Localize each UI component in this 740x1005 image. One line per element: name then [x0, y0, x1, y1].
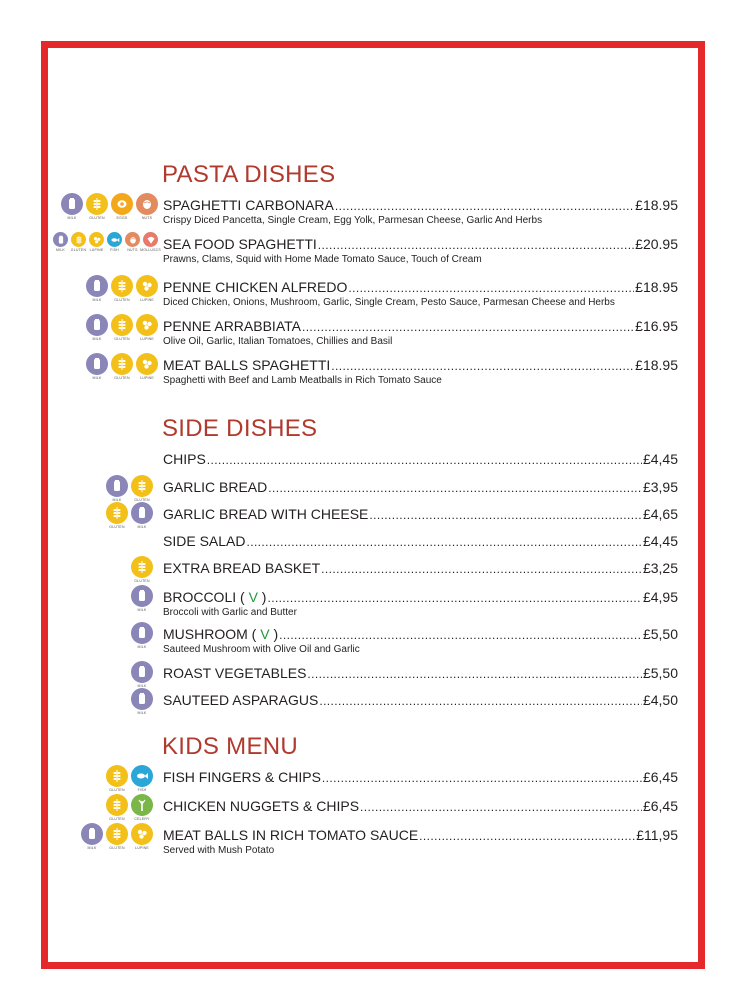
allergen-label: GLUTEN: [114, 337, 130, 341]
gluten-icon: [71, 232, 86, 247]
allergen-label: GLUTEN: [134, 498, 150, 502]
menu-item-row: [163, 506, 678, 524]
menu-item-name: [163, 506, 368, 523]
menu-item-name: [163, 560, 320, 577]
menu-item-name: [163, 769, 321, 786]
menu-item-name: [163, 451, 206, 468]
allergen-label: LUPINE: [140, 376, 154, 380]
allergen-label: LUPINE: [135, 846, 149, 850]
allergen-icons: [106, 502, 153, 529]
menu-item-name: [163, 589, 266, 606]
celery-icon: [131, 794, 153, 816]
allergen-icons: [131, 622, 153, 649]
allergen-icons: [106, 475, 153, 502]
dot-leader: [279, 627, 642, 644]
section-title-pasta: PASTA DISHES: [162, 161, 336, 188]
menu-item-row: [163, 692, 678, 710]
menu-item-row: [163, 798, 678, 816]
menu-item-price: £6,45: [642, 798, 678, 814]
menu-item: [0, 827, 740, 867]
dot-leader: [419, 828, 635, 845]
nuts-icon: [136, 193, 158, 215]
menu-item: [0, 197, 740, 237]
menu-item-name: [163, 626, 278, 643]
milk-allergen: [53, 232, 68, 252]
lupine-allergen: [131, 823, 153, 850]
milk-icon: [61, 193, 83, 215]
milk-icon: [131, 622, 153, 644]
gluten-icon: [131, 475, 153, 497]
allergen-label: GLUTEN: [114, 298, 130, 302]
milk-icon: [86, 314, 108, 336]
menu-item-name-text: CHIPS: [163, 451, 206, 467]
milk-allergen: [86, 353, 108, 380]
gluten-allergen: [106, 794, 128, 821]
menu-item: [0, 692, 740, 732]
menu-item-row: [163, 236, 678, 254]
menu-item-name: [163, 533, 245, 550]
allergen-label: MILK: [137, 711, 147, 715]
menu-item-price: £18.95: [635, 197, 678, 213]
menu-item-name-text: PENNE ARRABBIATA: [163, 318, 301, 334]
celery-allergen: [131, 794, 153, 821]
gluten-allergen: [106, 765, 128, 792]
milk-allergen: [131, 688, 153, 715]
allergen-label: MILK: [92, 298, 102, 302]
dot-leader: [318, 237, 634, 254]
gluten-icon: [111, 314, 133, 336]
menu-item-price: £4,95: [642, 589, 678, 605]
menu-item-row: [163, 357, 678, 375]
allergen-label: MOLLUSCS: [140, 248, 161, 252]
menu-item-price: £18.95: [635, 279, 678, 295]
lupine-icon: [136, 314, 158, 336]
allergen-label: MILK: [137, 525, 147, 529]
menu-item-price: £18.95: [635, 357, 678, 373]
menu-item-row: [163, 665, 678, 683]
allergen-label: MILK: [137, 645, 147, 649]
menu-item-name-text: BROCCOLI (: [163, 589, 249, 605]
lupine-icon: [89, 232, 104, 247]
menu-item-row: [163, 533, 678, 551]
section-title-kids: KIDS MENU: [162, 733, 299, 760]
gluten-allergen: [86, 193, 108, 220]
menu-item-name-text: SPAGHETTI CARBONARA: [163, 197, 334, 213]
menu-item-price: £5,50: [642, 626, 678, 642]
menu-item-name-text: MEAT BALLS IN RICH TOMATO SAUCE: [163, 827, 419, 843]
menu-item-row: [163, 318, 678, 336]
allergen-label: GLUTEN: [109, 788, 125, 792]
allergen-label: MILK: [112, 498, 122, 502]
gluten-icon: [111, 353, 133, 375]
gluten-icon: [106, 765, 128, 787]
menu-item-name-text: CHICKEN NUGGETS & CHIPS: [163, 798, 360, 814]
lupine-allergen: [136, 275, 158, 302]
milk-icon: [131, 688, 153, 710]
allergen-icons: [81, 823, 153, 850]
menu-item-row: [163, 769, 678, 787]
allergen-label: NUTS: [141, 216, 153, 220]
menu-item-name-text: SEA FOOD SPAGHETTI: [163, 236, 317, 252]
allergen-label: FISH: [110, 248, 119, 252]
menu-item-row: [163, 279, 678, 297]
menu-item-name-end: ): [269, 626, 279, 642]
molluscs-allergen: [140, 232, 161, 252]
allergen-icons: [106, 794, 153, 821]
fish-allergen: [107, 232, 122, 252]
eggs-icon: [111, 193, 133, 215]
menu-item-name-text: MEAT BALLS SPAGHETTI: [163, 357, 331, 373]
menu-item-description: Olive Oil, Garlic, Italian Tomatoes, Chillies and Basil: [163, 336, 393, 347]
menu-item-description: Crispy Diced Pancetta, Single Cream, Egg Yolk, Parmesan Cheese, Garlic And Herbs: [163, 215, 543, 226]
dot-leader: [268, 480, 642, 497]
milk-icon: [53, 232, 68, 247]
allergen-label: LUPINE: [140, 298, 154, 302]
gluten-allergen: [106, 823, 128, 850]
gluten-icon: [106, 502, 128, 524]
menu-item-description: Diced Chicken, Onions, Mushroom, Garlic, Single Cream, Pesto Sauce, Parmesan Cheese and Herbs: [163, 297, 615, 308]
menu-item-price: £3,25: [642, 560, 678, 576]
menu-item-name: [163, 827, 418, 844]
dot-leader: [369, 507, 642, 524]
lupine-icon: [131, 823, 153, 845]
gluten-allergen: [131, 556, 153, 583]
allergen-icons: [106, 765, 153, 792]
menu-item-description: Prawns, Clams, Squid with Home Made Tomato Sauce, Touch of Cream: [163, 254, 482, 265]
gluten-allergen: [111, 275, 133, 302]
allergen-icons: [86, 314, 158, 341]
allergen-label: MILK: [137, 608, 147, 612]
menu-item-name: [163, 798, 359, 815]
menu-item-name-text: GARLIC BREAD: [163, 479, 268, 495]
allergen-label: MILK: [92, 376, 102, 380]
menu-item: [0, 589, 740, 629]
allergen-label: LUPINE: [89, 248, 104, 252]
menu-item-description: Broccoli with Garlic and Butter: [163, 607, 297, 618]
allergen-label: MILK: [87, 846, 97, 850]
section-title-side: SIDE DISHES: [162, 415, 318, 442]
gluten-allergen: [71, 232, 86, 252]
menu-item-name: [163, 357, 330, 374]
fish-icon: [107, 232, 122, 247]
lupine-allergen: [136, 314, 158, 341]
menu-item-row: [163, 589, 678, 607]
menu-item-price: £5,50: [642, 665, 678, 681]
dot-leader: [246, 534, 641, 551]
gluten-allergen: [111, 353, 133, 380]
dot-leader: [331, 358, 634, 375]
lupine-allergen: [136, 353, 158, 380]
allergen-label: MILK: [56, 248, 65, 252]
gluten-allergen: [111, 314, 133, 341]
dot-leader: [302, 319, 634, 336]
menu-item-row: [163, 560, 678, 578]
menu-item-description: Spaghetti with Beef and Lamb Meatballs in Rich Tomato Sauce: [163, 375, 442, 386]
nuts-allergen: [136, 193, 158, 220]
menu-item-price: £4,65: [642, 506, 678, 522]
dot-leader: [335, 198, 634, 215]
milk-allergen: [81, 823, 103, 850]
allergen-icons: [131, 585, 153, 612]
milk-icon: [131, 585, 153, 607]
dot-leader: [267, 590, 641, 607]
allergen-label: MILK: [67, 216, 77, 220]
milk-icon: [86, 353, 108, 375]
molluscs-icon: [143, 232, 158, 247]
milk-allergen: [131, 661, 153, 688]
menu-item-row: [163, 197, 678, 215]
dot-leader: [207, 452, 642, 469]
allergen-label: GLUTEN: [109, 846, 125, 850]
dot-leader: [319, 693, 642, 710]
eggs-allergen: [111, 193, 133, 220]
milk-allergen: [61, 193, 83, 220]
menu-item: [0, 318, 740, 358]
menu-item-name-text: EXTRA BREAD BASKET: [163, 560, 321, 576]
milk-icon: [106, 475, 128, 497]
allergen-label: FISH: [137, 788, 147, 792]
menu-item-name-text: SIDE SALAD: [163, 533, 246, 549]
vegetarian-mark: V: [260, 626, 270, 642]
gluten-allergen: [106, 502, 128, 529]
allergen-label: GLUTEN: [109, 817, 125, 821]
gluten-icon: [86, 193, 108, 215]
nuts-icon: [125, 232, 140, 247]
fish-allergen: [131, 765, 153, 792]
gluten-allergen: [131, 475, 153, 502]
allergen-label: GLUTEN: [89, 216, 105, 220]
allergen-icons: [131, 556, 153, 583]
menu-item-name-end: ): [257, 589, 267, 605]
menu-item-price: £4,45: [642, 451, 678, 467]
menu-item-name: [163, 318, 301, 335]
allergen-label: GLUTEN: [134, 579, 150, 583]
allergen-label: EGGS: [116, 216, 128, 220]
dot-leader: [322, 770, 642, 787]
menu-item-name-text: SAUTEED ASPARAGUS: [163, 692, 319, 708]
nuts-allergen: [125, 232, 140, 252]
menu-item: [0, 236, 740, 276]
menu-item-description: Served with Mush Potato: [163, 845, 275, 856]
menu-item: [0, 357, 740, 397]
menu-item-price: £20.95: [635, 236, 678, 252]
milk-icon: [81, 823, 103, 845]
menu-item-name-text: MUSHROOM (: [163, 626, 261, 642]
menu-item-name: [163, 665, 306, 682]
menu-item-price: £4,50: [642, 692, 678, 708]
menu-item-price: £11,95: [636, 827, 678, 843]
menu-item-row: [163, 451, 678, 469]
menu-item: [0, 279, 740, 319]
menu-item-name-text: PENNE CHICKEN ALFREDO: [163, 279, 348, 295]
menu-item-name: [163, 279, 347, 296]
milk-allergen: [86, 314, 108, 341]
allergen-icons: [131, 661, 153, 688]
menu-item-name: [163, 236, 317, 253]
milk-allergen: [131, 502, 153, 529]
menu-item: [0, 626, 740, 666]
lupine-allergen: [89, 232, 104, 252]
milk-allergen: [106, 475, 128, 502]
menu-item-price: £6,45: [642, 769, 678, 785]
allergen-icons: [53, 232, 161, 252]
allergen-label: GLUTEN: [109, 525, 125, 529]
menu-item-row: [163, 479, 678, 497]
allergen-label: MILK: [137, 684, 147, 688]
menu-item-name-text: GARLIC BREAD WITH CHEESE: [163, 506, 369, 522]
gluten-icon: [106, 794, 128, 816]
dot-leader: [321, 561, 642, 578]
milk-icon: [131, 502, 153, 524]
milk-icon: [131, 661, 153, 683]
menu-item-row: [163, 626, 678, 644]
menu-item-row: [163, 827, 678, 845]
allergen-label: GLUTEN: [70, 248, 87, 252]
allergen-label: LUPINE: [140, 337, 154, 341]
menu-item-price: £4,45: [642, 533, 678, 549]
allergen-icons: [131, 688, 153, 715]
lupine-icon: [136, 275, 158, 297]
menu-item-name: [163, 692, 318, 709]
dot-leader: [360, 799, 642, 816]
gluten-icon: [131, 556, 153, 578]
allergen-icons: [61, 193, 158, 220]
allergen-label: NUTS: [127, 248, 138, 252]
gluten-icon: [111, 275, 133, 297]
allergen-icons: [86, 275, 158, 302]
menu-item-name-text: FISH FINGERS & CHIPS: [163, 769, 321, 785]
menu-item-name: [163, 479, 267, 496]
milk-allergen: [131, 622, 153, 649]
lupine-icon: [136, 353, 158, 375]
allergen-label: MILK: [92, 337, 102, 341]
milk-allergen: [131, 585, 153, 612]
menu-item-name-text: ROAST VEGETABLES: [163, 665, 307, 681]
dot-leader: [307, 666, 642, 683]
vegetarian-mark: V: [248, 589, 258, 605]
menu-item-price: £16.95: [635, 318, 678, 334]
fish-icon: [131, 765, 153, 787]
allergen-label: GLUTEN: [114, 376, 130, 380]
milk-icon: [86, 275, 108, 297]
menu-item-price: £3,95: [642, 479, 678, 495]
milk-allergen: [86, 275, 108, 302]
allergen-icons: [86, 353, 158, 380]
allergen-label: CELERY: [134, 817, 150, 821]
menu-item-description: Sauteed Mushroom with Olive Oil and Garlic: [163, 644, 360, 655]
menu-item-name: [163, 197, 334, 214]
dot-leader: [348, 280, 634, 297]
gluten-icon: [106, 823, 128, 845]
